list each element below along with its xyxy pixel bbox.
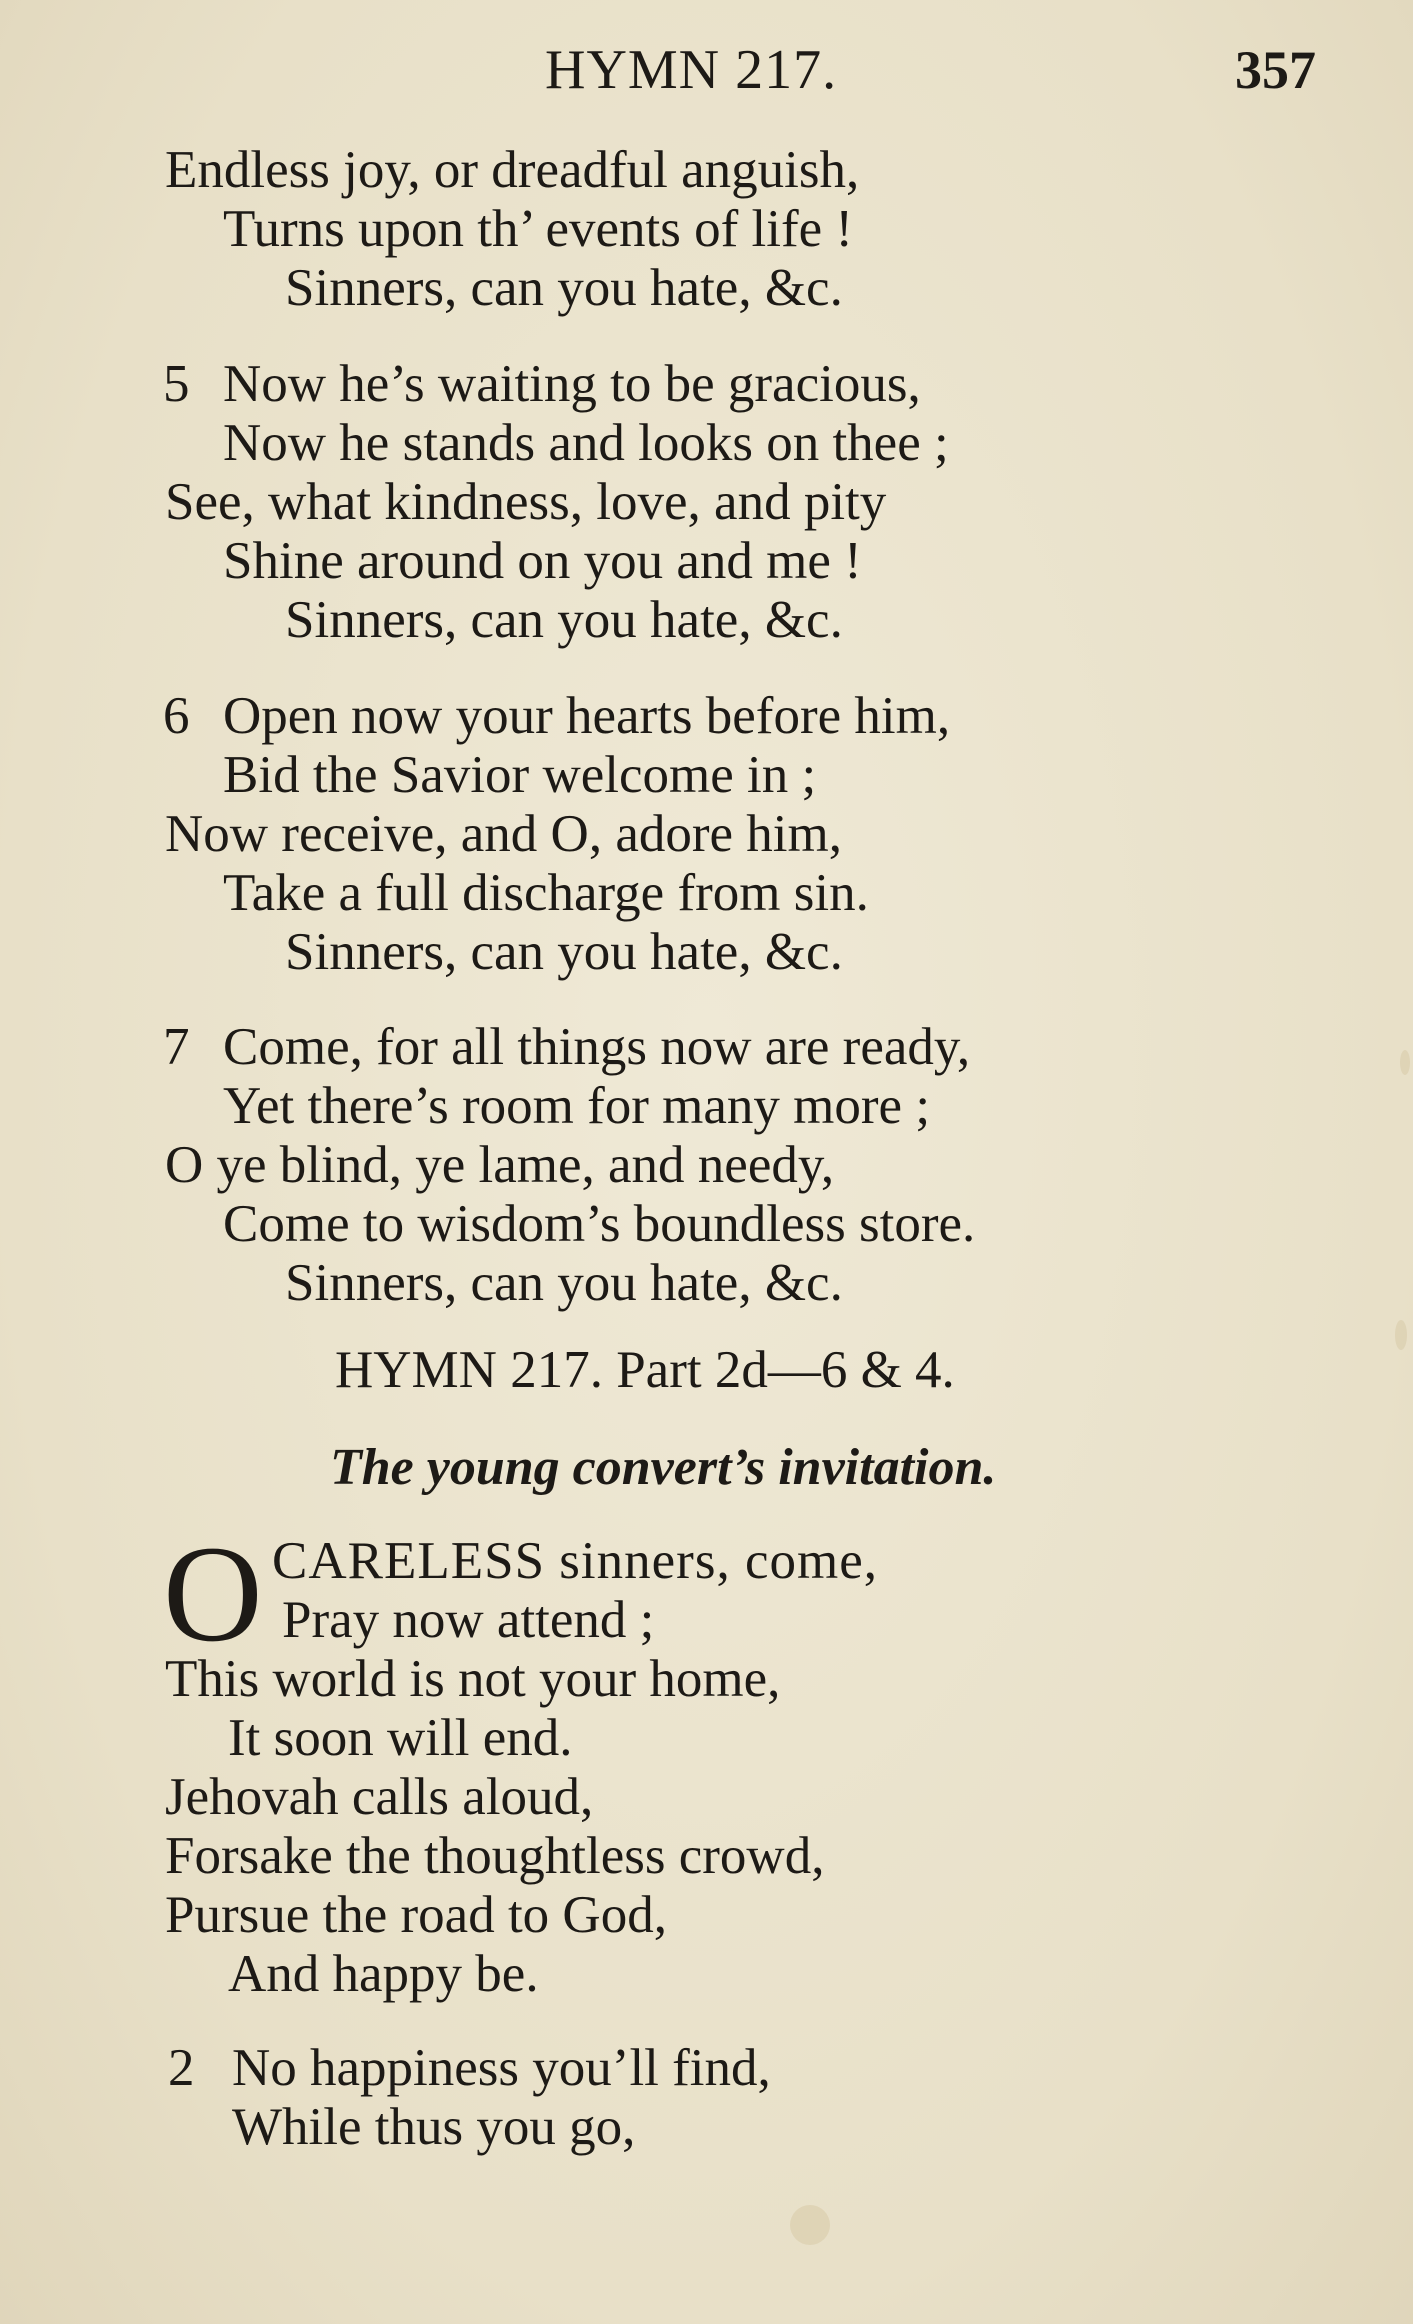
verse-line: See, what kindness, love, and pity xyxy=(165,473,887,531)
hymn-part-heading: HYMN 217. Part 2d—6 & 4. xyxy=(335,1341,955,1399)
paper-stain xyxy=(790,2205,830,2245)
verse-line: Turns upon th’ events of life ! xyxy=(223,200,854,258)
stanza-number: 2 xyxy=(168,2039,195,2097)
verse-line: Bid the Savior welcome in ; xyxy=(223,746,817,804)
chorus-line: Sinners, can you hate, &c. xyxy=(285,923,843,981)
paper-stain xyxy=(1400,1050,1410,1075)
verse-line: Forsake the thoughtless crowd, xyxy=(165,1827,825,1885)
verse-line: Take a full discharge from sin. xyxy=(223,864,869,922)
verse-line: It soon will end. xyxy=(228,1709,573,1767)
verse-line: Pursue the road to God, xyxy=(165,1886,667,1944)
verse-line: And happy be. xyxy=(228,1945,539,2003)
verse-line: CARELESS sinners, come, xyxy=(272,1532,878,1590)
chorus-line: Sinners, can you hate, &c. xyxy=(285,259,843,317)
verse-line: Open now your hearts before him, xyxy=(223,687,951,745)
verse-line: Pray now attend ; xyxy=(282,1591,655,1649)
verse-line: Now he’s waiting to be gracious, xyxy=(223,355,921,413)
verse-line: Yet there’s room for many more ; xyxy=(223,1077,931,1135)
hymn-caption: The young convert’s invitation. xyxy=(330,1439,997,1496)
verse-line: No happiness you’ll find, xyxy=(232,2039,771,2097)
verse-line: Now receive, and O, adore him, xyxy=(165,805,842,863)
verse-line: This world is not your home, xyxy=(165,1650,781,1708)
stanza-number: 5 xyxy=(163,355,190,413)
chorus-line: Sinners, can you hate, &c. xyxy=(285,591,843,649)
paper-stain xyxy=(1395,1320,1407,1350)
chorus-line: Sinners, can you hate, &c. xyxy=(285,1254,843,1312)
verse-line: Shine around on you and me ! xyxy=(223,532,862,590)
verse-line: Jehovah calls aloud, xyxy=(165,1768,594,1826)
verse-line: Now he stands and looks on thee ; xyxy=(223,414,949,472)
verse-line: Come to wisdom’s boundless store. xyxy=(223,1195,976,1253)
stanza-number: 6 xyxy=(163,687,190,745)
page-number: 357 xyxy=(1235,40,1316,100)
verse-line: Come, for all things now are ready, xyxy=(223,1018,971,1076)
verse-line: While thus you go, xyxy=(232,2098,636,2156)
verse-line: O ye blind, ye lame, and needy, xyxy=(165,1136,835,1194)
verse-line: Endless joy, or dreadful anguish, xyxy=(165,141,860,199)
running-header-title: HYMN 217. xyxy=(545,39,838,101)
stanza-number: 7 xyxy=(163,1018,190,1076)
drop-cap-letter: O xyxy=(163,1517,263,1670)
